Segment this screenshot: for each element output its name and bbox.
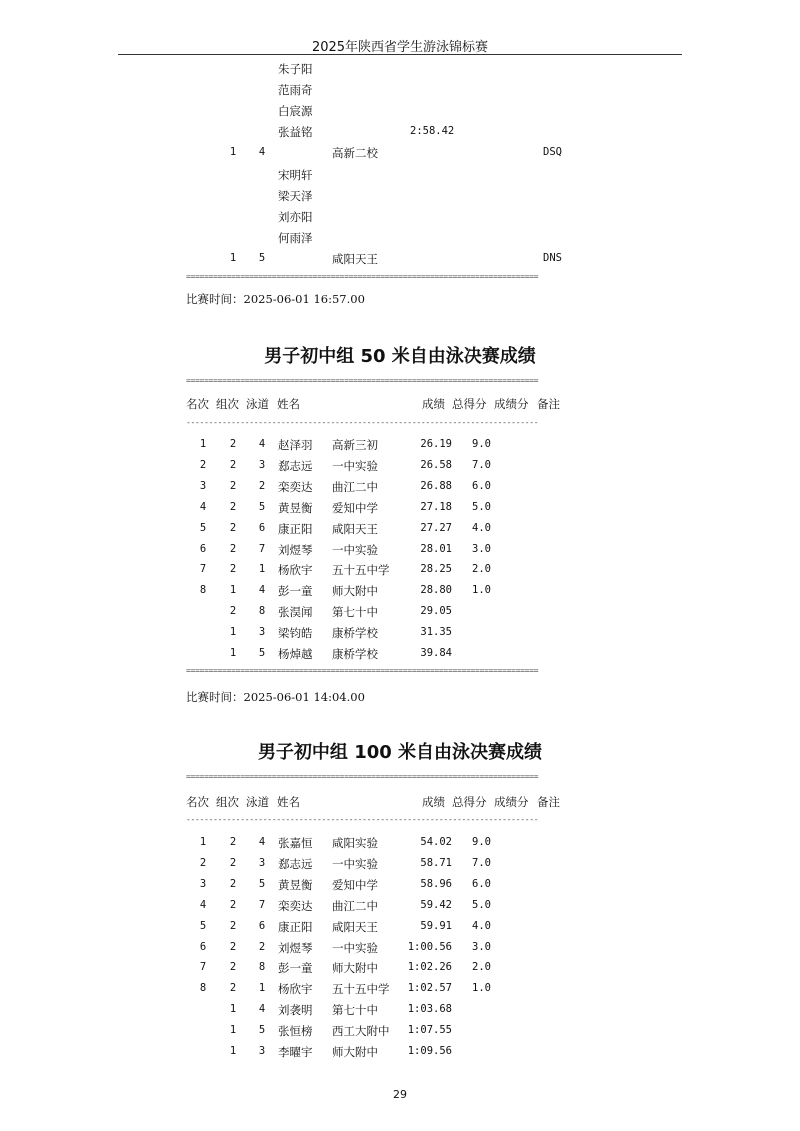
row-rank: 7 [199, 563, 207, 576]
row-result: 1:07.55 [407, 1024, 452, 1037]
col-header-result: 成绩 [422, 397, 445, 411]
col-header-lane: 泳道 [246, 397, 269, 411]
col-header-score: 成绩分 [494, 397, 529, 411]
relay-team: 咸阳天王 [332, 251, 378, 266]
row-group: 2 [229, 856, 237, 869]
row-rank: 3 [199, 479, 207, 492]
row-team: 一中实验 [332, 856, 378, 871]
row-points: 1.0 [472, 584, 491, 597]
row-points: 9.0 [472, 836, 491, 848]
col-header-rank: 名次 [186, 795, 209, 809]
row-points: 1.0 [472, 982, 491, 995]
row-lane: 2 [258, 940, 266, 953]
row-result: 58.96 [420, 877, 452, 890]
row-lane: 3 [258, 1045, 266, 1057]
relay-swimmer-name: 何雨泽 [278, 230, 313, 245]
row-team: 一中实验 [332, 542, 378, 557]
row-group: 1 [229, 626, 237, 639]
row-team: 一中实验 [332, 458, 378, 473]
row-rank: 3 [199, 877, 207, 890]
row-lane: 2 [258, 479, 266, 492]
row-result: 26.88 [420, 479, 452, 492]
row-team: 高新三初 [332, 438, 378, 452]
row-result: 59.91 [420, 919, 452, 932]
row-result: 1:02.57 [407, 982, 452, 995]
row-team: 咸阳实验 [332, 836, 378, 850]
row-group: 2 [229, 605, 237, 618]
row-group: 1 [229, 1045, 237, 1057]
row-result: 28.01 [420, 542, 452, 555]
row-rank: 5 [199, 521, 207, 534]
row-name: 赵泽羽 [278, 438, 313, 452]
row-lane: 6 [258, 521, 266, 534]
row-lane: 6 [258, 919, 266, 932]
row-name: 彭一童 [278, 961, 313, 976]
row-group: 2 [229, 940, 237, 953]
relay-lane: 5 [258, 251, 266, 264]
row-rank: 2 [199, 458, 207, 471]
row-lane: 1 [258, 982, 266, 995]
row-lane: 3 [258, 626, 266, 639]
row-name: 梁钧皓 [278, 626, 313, 641]
section-title: 男子初中组 50 米自由泳决赛成绩 [264, 346, 536, 367]
row-group: 1 [229, 1003, 237, 1016]
row-team: 咸阳天王 [332, 521, 378, 536]
row-group: 2 [229, 458, 237, 471]
col-header-points: 总得分 [452, 397, 487, 411]
row-result: 1:00.56 [407, 940, 452, 953]
row-name: 郄志远 [278, 856, 313, 871]
row-group: 2 [229, 919, 237, 932]
row-name: 康正阳 [278, 919, 313, 934]
row-team: 爱知中学 [332, 500, 378, 515]
row-team: 师大附中 [332, 584, 378, 599]
row-lane: 5 [258, 1024, 266, 1037]
row-name: 杨欣宇 [278, 982, 313, 997]
row-team: 曲江二中 [332, 479, 378, 494]
relay-swimmer-name: 白宸源 [278, 104, 313, 119]
mid-separator: ------------------------------------------------------------------------------ [186, 418, 539, 427]
relay-status: DSQ [543, 146, 562, 159]
col-header-note: 备注 [537, 795, 560, 809]
row-group: 2 [229, 898, 237, 911]
top-separator: ============================================================================== [186, 376, 539, 385]
row-name: 彭一童 [278, 584, 313, 599]
row-name: 张嘉恒 [278, 836, 313, 850]
row-result: 27.27 [420, 521, 452, 534]
relay-status: DNS [543, 251, 562, 264]
row-points: 6.0 [472, 877, 491, 890]
relay-group: 1 [229, 146, 237, 159]
section-title: 男子初中组 100 米自由泳决赛成绩 [257, 742, 543, 763]
col-header-note: 备注 [537, 397, 560, 411]
row-name: 栾奕达 [278, 898, 313, 913]
row-lane: 5 [258, 500, 266, 513]
row-team: 师大附中 [332, 961, 378, 976]
relay-group: 1 [229, 251, 237, 264]
row-lane: 4 [258, 1003, 266, 1016]
row-team: 西工大附中 [332, 1024, 390, 1039]
relay-team: 高新二校 [332, 146, 378, 161]
col-header-group: 组次 [216, 397, 239, 411]
header-rule [118, 54, 682, 55]
row-team: 第七十中 [332, 605, 378, 620]
row-team: 康桥学校 [332, 626, 378, 641]
row-group: 2 [229, 479, 237, 492]
col-header-lane: 泳道 [246, 795, 269, 809]
row-lane: 5 [258, 877, 266, 890]
row-points: 7.0 [472, 856, 491, 869]
row-team: 五十五中学 [332, 563, 390, 578]
row-group: 2 [229, 563, 237, 576]
row-points: 4.0 [472, 521, 491, 534]
row-rank: 8 [199, 982, 207, 995]
row-lane: 3 [258, 458, 266, 471]
relay-swimmer-name: 刘亦阳 [278, 209, 313, 224]
row-points: 7.0 [472, 458, 491, 471]
row-name: 杨焯越 [278, 647, 313, 661]
row-lane: 7 [258, 542, 266, 555]
row-result: 27.18 [420, 500, 452, 513]
row-lane: 5 [258, 647, 266, 659]
row-result: 26.19 [420, 438, 452, 450]
row-name: 杨欣宇 [278, 563, 313, 578]
row-name: 张恒榜 [278, 1024, 313, 1039]
row-rank: 7 [199, 961, 207, 974]
row-rank: 4 [199, 898, 207, 911]
row-lane: 4 [258, 438, 266, 450]
row-result: 28.25 [420, 563, 452, 576]
col-header-score: 成绩分 [494, 795, 529, 809]
row-team: 爱知中学 [332, 877, 378, 892]
row-name: 李曜宇 [278, 1045, 313, 1059]
col-header-name: 姓名 [277, 397, 300, 411]
row-team: 曲江二中 [332, 898, 378, 913]
row-group: 2 [229, 438, 237, 450]
row-points: 4.0 [472, 919, 491, 932]
row-lane: 8 [258, 961, 266, 974]
row-lane: 4 [258, 836, 266, 848]
row-name: 刘煜琴 [278, 542, 313, 557]
row-name: 刘煜琴 [278, 940, 313, 955]
row-team: 师大附中 [332, 1045, 378, 1059]
row-points: 3.0 [472, 542, 491, 555]
relay-swimmer-name: 朱子阳 [278, 62, 313, 76]
row-rank: 1 [199, 836, 207, 848]
row-name: 康正阳 [278, 521, 313, 536]
page-header-title: 2025年陕西省学生游泳锦标赛 [311, 40, 489, 55]
race-time: 比赛时间：2025-06-01 14:04.00 [186, 690, 365, 704]
row-points: 9.0 [472, 438, 491, 450]
row-team: 五十五中学 [332, 982, 390, 997]
page-number: 29 [393, 1088, 407, 1101]
relay-swimmer-name: 张益铭 [278, 125, 313, 140]
row-lane: 7 [258, 898, 266, 911]
row-team: 一中实验 [332, 940, 378, 955]
row-rank: 5 [199, 919, 207, 932]
row-result: 31.35 [420, 626, 452, 639]
row-result: 1:03.68 [407, 1003, 452, 1016]
col-header-group: 组次 [216, 795, 239, 809]
row-group: 2 [229, 877, 237, 890]
relay-swimmer-name: 范雨奇 [278, 83, 313, 98]
row-points: 5.0 [472, 500, 491, 513]
row-lane: 4 [258, 584, 266, 597]
row-result: 54.02 [420, 836, 452, 848]
race-time: 比赛时间：2025-06-01 16:57.00 [186, 292, 365, 306]
relay-result: 2:58.42 [410, 125, 455, 138]
row-rank: 6 [199, 940, 207, 953]
row-result: 39.84 [420, 647, 452, 659]
relay-swimmer-name: 宋明轩 [278, 167, 313, 182]
row-group: 2 [229, 521, 237, 534]
row-result: 59.42 [420, 898, 452, 911]
row-rank: 8 [199, 584, 207, 597]
row-name: 黄昱衡 [278, 877, 313, 892]
row-name: 张淏闻 [278, 605, 313, 620]
relay-lane: 4 [258, 146, 266, 159]
row-name: 黄昱衡 [278, 500, 313, 515]
row-rank: 1 [199, 438, 207, 450]
row-result: 26.58 [420, 458, 452, 471]
row-group: 2 [229, 542, 237, 555]
row-group: 2 [229, 836, 237, 848]
row-lane: 3 [258, 856, 266, 869]
end-separator: ============================================================================== [186, 666, 539, 675]
row-group: 2 [229, 961, 237, 974]
col-header-result: 成绩 [422, 795, 445, 809]
row-result: 29.05 [420, 605, 452, 618]
row-points: 2.0 [472, 961, 491, 974]
col-header-points: 总得分 [452, 795, 487, 809]
mid-separator: ------------------------------------------------------------------------------ [186, 815, 539, 824]
row-team: 第七十中 [332, 1003, 378, 1018]
row-team: 咸阳天王 [332, 919, 378, 934]
row-name: 郄志远 [278, 458, 313, 473]
row-result: 1:02.26 [407, 961, 452, 974]
row-name: 刘袭明 [278, 1003, 313, 1018]
row-group: 1 [229, 647, 237, 659]
row-lane: 1 [258, 563, 266, 576]
row-group: 2 [229, 500, 237, 513]
relay-swimmer-name: 梁天泽 [278, 188, 313, 203]
row-group: 2 [229, 982, 237, 995]
row-group: 1 [229, 1024, 237, 1037]
row-rank: 4 [199, 500, 207, 513]
row-lane: 8 [258, 605, 266, 618]
row-points: 5.0 [472, 898, 491, 911]
row-result: 1:09.56 [407, 1045, 452, 1057]
col-header-name: 姓名 [277, 795, 300, 809]
row-result: 28.80 [420, 584, 452, 597]
row-points: 3.0 [472, 940, 491, 953]
col-header-rank: 名次 [186, 397, 209, 411]
top-separator: ============================================================================== [186, 772, 539, 781]
row-team: 康桥学校 [332, 647, 378, 661]
end-separator: ============================================================================== [186, 272, 539, 281]
row-points: 2.0 [472, 563, 491, 576]
row-group: 1 [229, 584, 237, 597]
row-rank: 6 [199, 542, 207, 555]
row-result: 58.71 [420, 856, 452, 869]
row-rank: 2 [199, 856, 207, 869]
row-name: 栾奕达 [278, 479, 313, 494]
row-points: 6.0 [472, 479, 491, 492]
